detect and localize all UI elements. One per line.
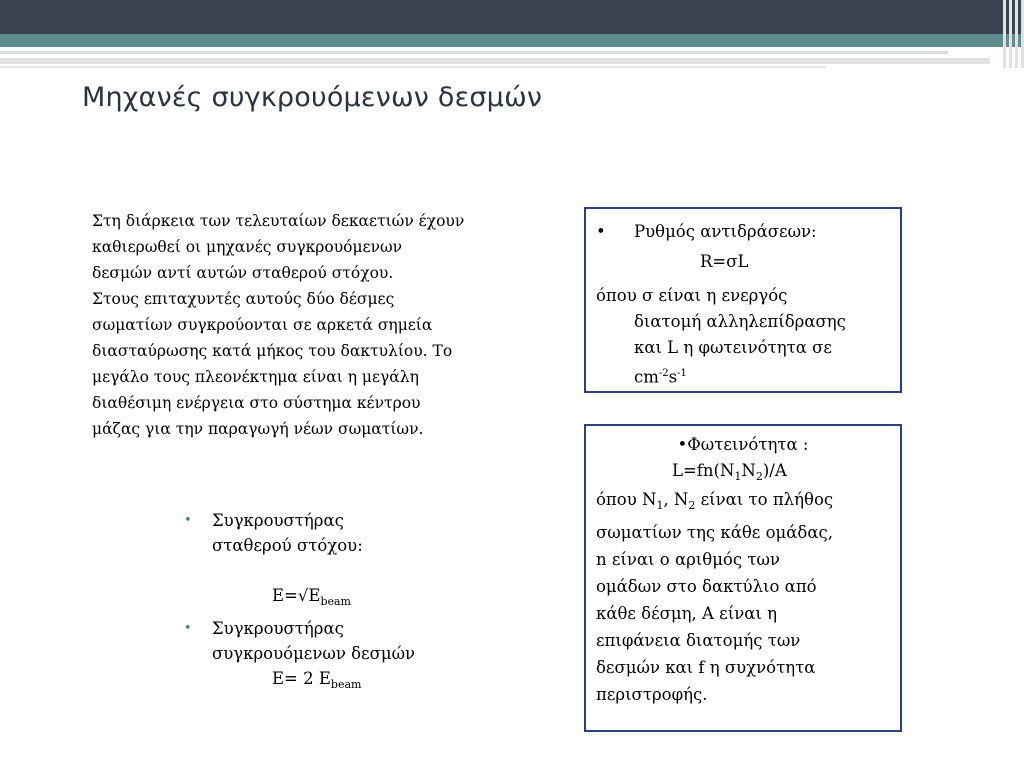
luminosity-formula: $L=fn(N_1N_2)/A$ <box>672 461 787 483</box>
box-heading: •Φωτεινότητα : <box>677 435 809 454</box>
intro-line: καθιερωθεί οι μηχανές συγκρουόμενων <box>92 238 403 256</box>
bullet-icon: • <box>596 222 606 241</box>
intro-line: δεσμών αντί αυτών σταθερού στόχου. <box>92 264 394 282</box>
bullet-colliding-beams <box>180 616 500 666</box>
header-rule <box>0 51 948 54</box>
reaction-rate-box <box>584 207 902 393</box>
bullet-icon: • <box>184 513 192 528</box>
reaction-rate-formula: R=σL <box>700 252 749 271</box>
box-description: όπου $N_1$, $N_2$ είναι το πλήθος σωματίων της κάθε ομάδας, n είναι ο αριθμός των ομάδων στο δακτύλιο από κάθε δέσμη, A είναι η επιφάνεια διατομής των δεσμών και f η συχνότητα περιστροφής. <box>596 490 834 704</box>
intro-paragraph <box>92 208 532 442</box>
header-teal-bar <box>0 34 1024 47</box>
header-rule <box>0 66 826 68</box>
intro-line: μεγάλο τους πλεονέκτημα είναι η μεγάλη <box>92 368 419 386</box>
intro-line: διασταύρωσης κατά μήκος του δακτυλίου. Το <box>92 342 453 360</box>
luminosity-box <box>584 424 902 732</box>
formula-fixed-target: $E=√E_{beam}$ <box>272 586 351 608</box>
bullet-text: σταθερού στόχου: <box>212 536 363 555</box>
bullet-fixed-target <box>180 508 500 558</box>
collider-bullet-list <box>180 508 500 697</box>
formula-colliding-beams: E= 2 $E_{beam}$ <box>272 669 362 691</box>
intro-line: σωματίων συγκρούονται σε αρκετά σημεία <box>92 316 433 334</box>
bullet-text: συγκρουόμενων δεσμών <box>212 644 416 663</box>
box-heading: Ρυθμός αντιδράσεων: <box>634 222 817 241</box>
intro-line: διαθέσιμη ενέργεια στο σύστημα κέντρου <box>92 394 421 412</box>
intro-line: Στη διάρκεια των τελευταίων δεκαετιών έχουν <box>92 212 465 230</box>
intro-line: μάζας για την παραγωγή νέων σωματίων. <box>92 420 424 438</box>
corner-stripes <box>990 0 1024 68</box>
box-description: όπου σ είναι η ενεργός διατομή αλληλεπίδρασης και L η φωτεινότητα σε $cm^{-2}s^{-1}$ <box>596 286 846 387</box>
header-dark-bar <box>0 0 1024 34</box>
bullet-text: Συγκρουστήρας <box>212 619 344 638</box>
bullet-icon: • <box>184 621 192 636</box>
bullet-text: Συγκρουστήρας <box>212 511 344 530</box>
slide-title: Μηχανές συγκρουόμενων δεσμών <box>82 82 543 113</box>
header-rule <box>0 58 990 64</box>
intro-line: Στους επιταχυντές αυτούς δύο δέσμες <box>92 290 395 308</box>
